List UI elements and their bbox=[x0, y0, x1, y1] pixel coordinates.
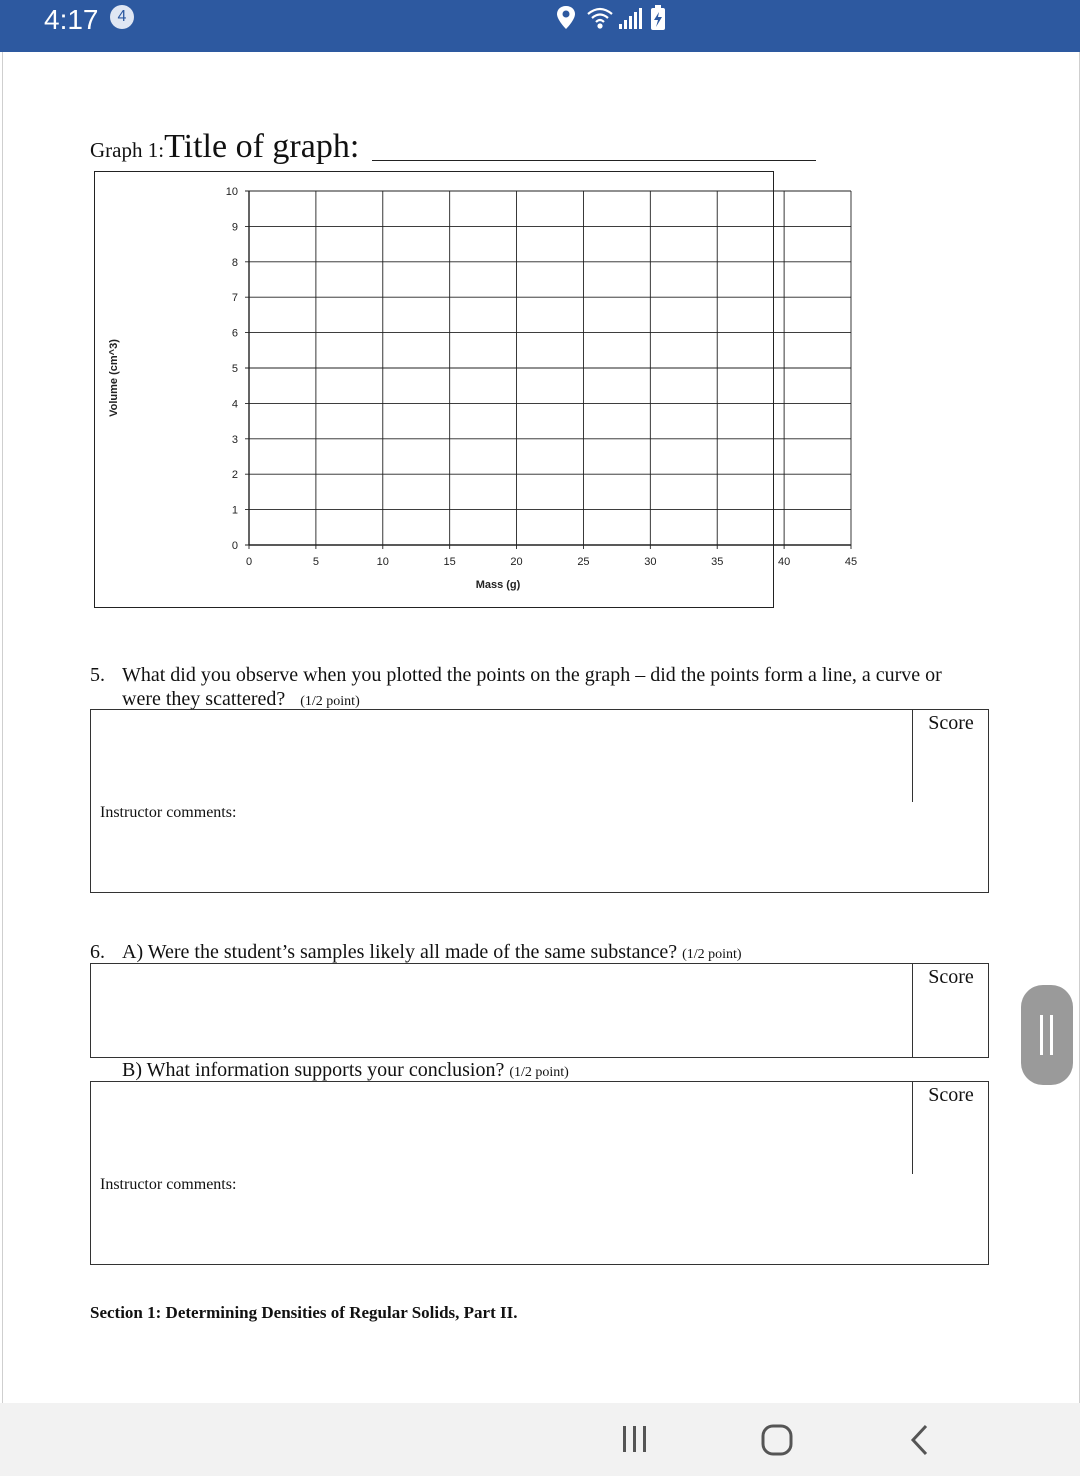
x-tick-label: 10 bbox=[376, 556, 389, 568]
y-tick-label: 5 bbox=[231, 363, 238, 375]
status-bar bbox=[0, 0, 1080, 52]
x-tick-label: 15 bbox=[443, 556, 456, 568]
graph-heading bbox=[90, 128, 359, 166]
question-6b-score-label: Score bbox=[928, 1084, 974, 1106]
x-tick-label: 30 bbox=[644, 556, 657, 568]
chart-svg bbox=[95, 172, 858, 609]
question-5-comments-label: Instructor comments: bbox=[100, 804, 237, 821]
question-6b-comments-label: Instructor comments: bbox=[100, 1176, 237, 1193]
notification-count-badge: 4 bbox=[110, 5, 134, 29]
question-6b-points: (1/2 point) bbox=[509, 1065, 569, 1080]
y-tick-label: 6 bbox=[231, 327, 238, 340]
x-tick-label: 40 bbox=[777, 556, 791, 568]
location-icon bbox=[557, 6, 575, 29]
y-tick-label: 10 bbox=[225, 186, 238, 198]
volume-mass-chart bbox=[94, 171, 858, 608]
graph-title-blank bbox=[372, 160, 816, 161]
wifi-icon bbox=[588, 9, 612, 28]
question-5-text-end: were they scattered? bbox=[122, 688, 286, 710]
question-5-number: 5. bbox=[90, 664, 105, 686]
question-5-line-1: What did you observe when you plotted the points on the graph – did the points form a line, a curve or bbox=[122, 664, 942, 686]
question-5-points: (1/2 point) bbox=[300, 694, 360, 709]
y-tick-label: 7 bbox=[231, 292, 238, 305]
edge-panel-handle[interactable] bbox=[1021, 985, 1073, 1085]
x-tick-label: 0 bbox=[245, 556, 253, 568]
y-tick-label: 4 bbox=[231, 398, 238, 411]
question-6b-score-box[interactable] bbox=[912, 1082, 988, 1174]
x-tick-label: 25 bbox=[577, 556, 590, 568]
question-6a-score-label: Score bbox=[928, 966, 974, 988]
clock: 4:17 bbox=[44, 4, 99, 35]
y-tick-label: 9 bbox=[231, 221, 238, 234]
question-6a-answer-box[interactable] bbox=[90, 963, 989, 1058]
question-5-answer-box[interactable] bbox=[90, 709, 989, 893]
graph-title-prompt: Title of graph: bbox=[164, 128, 360, 165]
section-heading: Section 1: Determining Densities of Regular Solids, Part II. bbox=[90, 1303, 518, 1322]
question-6a-points: (1/2 point) bbox=[682, 947, 742, 962]
question-6-number: 6. bbox=[90, 941, 105, 963]
graph-label: Graph 1: bbox=[90, 138, 165, 162]
x-axis-title: Mass (g) bbox=[475, 579, 521, 591]
question-6a-score-box[interactable] bbox=[912, 964, 988, 1057]
battery-charging-icon bbox=[651, 5, 665, 30]
status-icons bbox=[556, 4, 676, 39]
x-tick-label: 35 bbox=[711, 556, 724, 568]
back-icon[interactable] bbox=[904, 1423, 938, 1462]
home-icon[interactable] bbox=[760, 1423, 794, 1462]
handle-grip-left bbox=[1040, 1015, 1043, 1055]
signal-icon bbox=[619, 8, 642, 29]
navigation-bar bbox=[0, 1403, 1080, 1476]
recent-apps-icon[interactable] bbox=[618, 1423, 652, 1462]
question-6b-answer-box[interactable] bbox=[90, 1081, 989, 1265]
question-6a-text: A) Were the student’s samples likely all made of the same substance? bbox=[122, 941, 678, 963]
y-tick-label: 2 bbox=[231, 469, 238, 482]
y-tick-label: 0 bbox=[231, 540, 238, 552]
x-tick-label: 45 bbox=[844, 556, 858, 568]
y-axis-title: Volume (cm^3) bbox=[108, 339, 120, 417]
question-6b-text: B) What information supports your conclusion? bbox=[122, 1059, 505, 1081]
x-tick-label: 5 bbox=[312, 556, 319, 568]
y-tick-label: 3 bbox=[231, 433, 238, 446]
question-5-score-label: Score bbox=[928, 712, 974, 734]
y-tick-label: 1 bbox=[231, 504, 238, 517]
y-tick-label: 8 bbox=[231, 256, 238, 269]
question-5-score-box[interactable] bbox=[912, 710, 988, 802]
handle-grip-right bbox=[1050, 1015, 1053, 1055]
x-tick-label: 20 bbox=[510, 556, 523, 568]
